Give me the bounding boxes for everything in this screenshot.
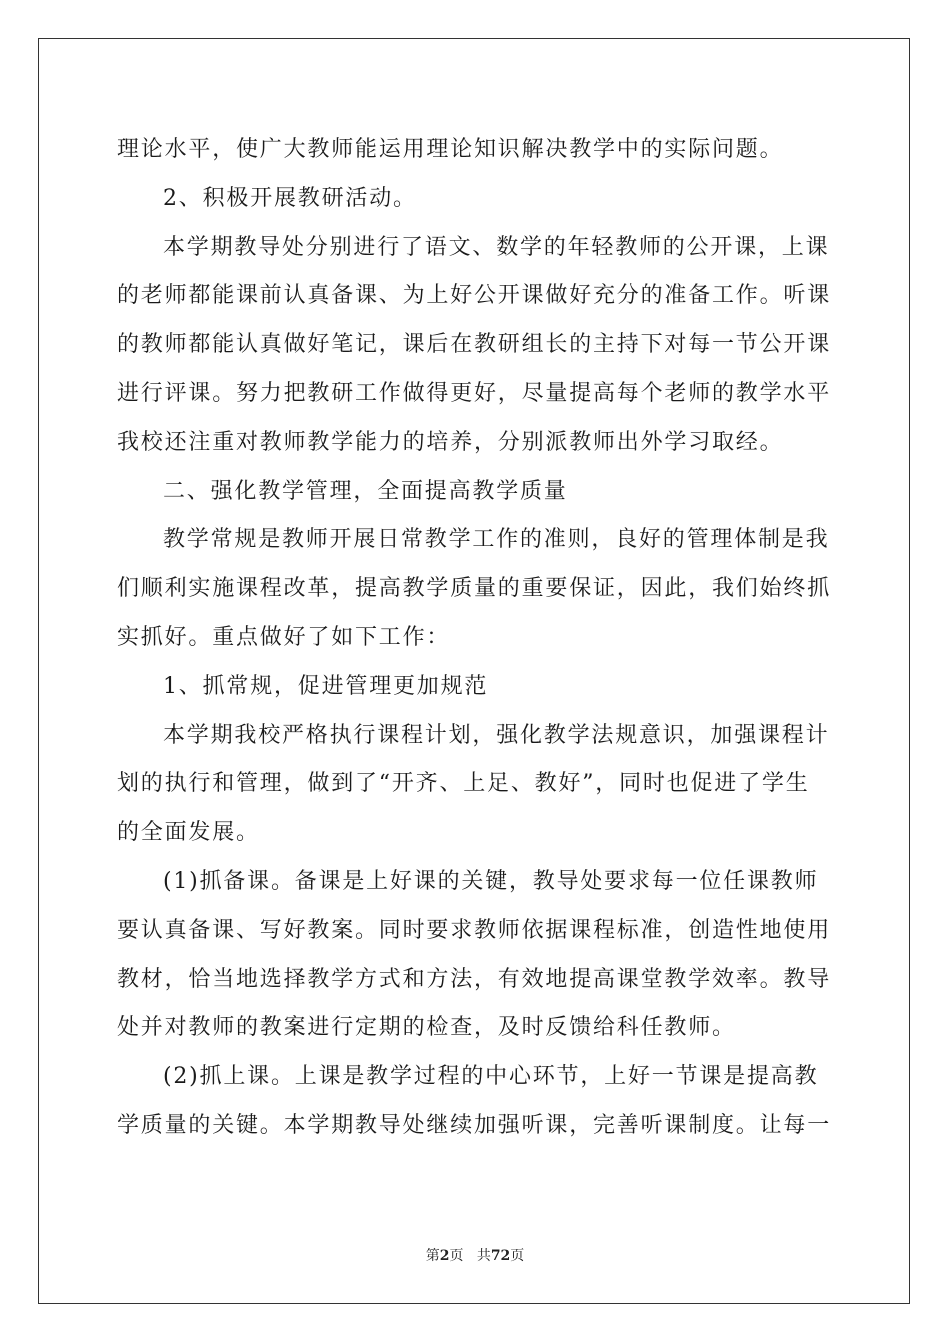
text-line-9: 教学常规是教师开展日常教学工作的准则，良好的管理体制是我	[163, 527, 830, 553]
text-line-14: 划的执行和管理，做到了“开齐、上足、教好”，同时也促进了学生	[117, 771, 810, 797]
text-line-21: 学质量的关键。本学期教导处继续加强听课，完善听课制度。让每一	[117, 1112, 832, 1138]
page-footer	[0, 1245, 950, 1265]
text-line-10: 们顺利实施课程改革，提高教学质量的重要保证，因此，我们始终抓	[117, 576, 832, 602]
text-line-4: 的老师都能课前认真备课、为上好公开课做好充分的准备工作。听课	[117, 283, 832, 309]
page-prefix: 第	[425, 1248, 440, 1264]
total-pages-number: 72	[490, 1248, 511, 1264]
text-line-13: 本学期我校严格执行课程计划，强化教学法规意识，加强课程计	[163, 722, 830, 748]
section-heading: 二、强化教学管理，全面提高教学质量	[163, 478, 568, 504]
text-line-1: 理论水平，使广大教师能运用理论知识解决教学中的实际问题。	[117, 137, 784, 162]
total-prefix: 共	[476, 1248, 491, 1264]
text-line-18: 教材，恰当地选择教学方式和方法，有效地提高课堂教学效率。教导	[117, 966, 832, 992]
current-page-number: 2	[439, 1248, 450, 1264]
total-suffix: 页	[510, 1248, 525, 1264]
text-line-17: 要认真备课、写好教案。同时要求教师依据课程标准，创造性地使用	[117, 917, 832, 943]
text-line-11: 实抓好。重点做好了如下工作：	[117, 624, 451, 650]
document-body	[117, 126, 833, 1151]
text-line-5: 的教师都能认真做好笔记，课后在教研组长的主持下对每一节公开课	[117, 332, 832, 358]
page-suffix: 页	[449, 1248, 464, 1264]
subsection-heading: 1、抓常规，促进管理更加规范	[163, 673, 489, 699]
text-line-16: (1)抓备课。备课是上好课的关键，教导处要求每一位任课教师	[163, 868, 819, 894]
text-line-20: (2)抓上课。上课是教学过程的中心环节，上好一节课是提高教	[163, 1064, 819, 1090]
text-line-7: 我校还注重对教师教学能力的培养，分别派教师出外学习取经。	[117, 429, 784, 455]
text-line-15: 的全面发展。	[117, 820, 260, 846]
text-line-19: 处并对教师的教案进行定期的检查，及时反馈给科任教师。	[117, 1015, 736, 1041]
text-line-6: 进行评课。努力把教研工作做得更好，尽量提高每个老师的教学水平	[117, 380, 832, 406]
text-line-2: 2、积极开展教研活动。	[163, 185, 417, 211]
text-line-3: 本学期教导处分别进行了语文、数学的年轻教师的公开课，上课	[163, 234, 830, 260]
